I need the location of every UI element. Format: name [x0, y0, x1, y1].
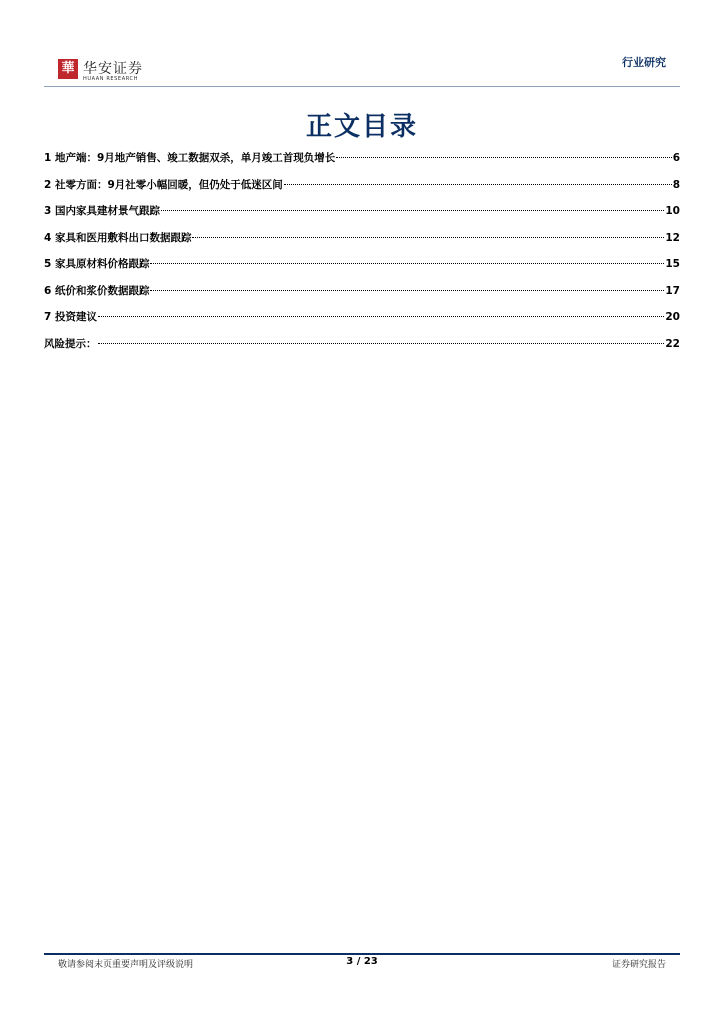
toc-entry-page: 15	[665, 258, 680, 270]
footer-disclaimer: 敬请参阅末页重要声明及评级说明	[58, 960, 194, 970]
toc-entry[interactable]	[44, 256, 680, 283]
toc-entry-title: 3 国内家具建材景气跟踪	[44, 205, 160, 217]
logo-subtitle: HUAAN RESEARCH	[83, 76, 138, 82]
company-logo	[58, 58, 158, 84]
toc-entry-page: 10	[665, 205, 680, 217]
logo-seal-icon: 華	[58, 59, 78, 79]
toc-leader-dots	[98, 343, 665, 344]
table-of-contents	[44, 150, 680, 362]
toc-entry[interactable]	[44, 203, 680, 230]
toc-leader-dots	[284, 184, 672, 185]
logo-company-name: 华安证券	[83, 61, 143, 77]
toc-leader-dots	[161, 210, 664, 211]
header-divider	[44, 86, 680, 87]
page-number: 3 / 23	[346, 956, 378, 967]
toc-leader-dots	[98, 316, 664, 317]
toc-leader-dots	[336, 157, 671, 158]
toc-entry-page: 20	[665, 311, 680, 323]
footer-divider	[44, 953, 680, 955]
toc-entry-page: 22	[665, 337, 680, 350]
toc-entry[interactable]	[44, 177, 680, 204]
toc-entry-title: 2 社零方面：9月社零小幅回暖，但仍处于低迷区间	[44, 178, 283, 191]
toc-entry-title: 5 家具原材料价格跟踪	[44, 258, 150, 270]
toc-entry[interactable]	[44, 283, 680, 310]
toc-entry[interactable]	[44, 336, 680, 363]
toc-entry-title: 7 投资建议	[44, 311, 97, 323]
toc-entry[interactable]	[44, 309, 680, 336]
toc-entry[interactable]	[44, 230, 680, 257]
toc-leader-dots	[150, 290, 664, 291]
footer-report-type: 证券研究报告	[611, 960, 666, 970]
toc-entry-page: 8	[672, 178, 680, 191]
toc-entry-page: 12	[665, 231, 680, 244]
page-title: 正文目录	[305, 112, 418, 142]
report-category: 行业研究	[622, 56, 666, 69]
toc-entry-page: 17	[665, 284, 680, 297]
toc-entry-title: 4 家具和医用敷料出口数据跟踪	[44, 231, 192, 244]
toc-leader-dots	[192, 237, 664, 238]
toc-leader-dots	[150, 263, 664, 264]
toc-entry-page: 6	[672, 152, 680, 164]
toc-entry-title: 风险提示：	[44, 337, 97, 350]
toc-entry-title: 6 纸价和浆价数据跟踪	[44, 284, 150, 297]
toc-entry-title: 1 地产端：9月地产销售、竣工数据双杀，单月竣工首现负增长	[44, 152, 336, 164]
toc-entry[interactable]	[44, 150, 680, 177]
